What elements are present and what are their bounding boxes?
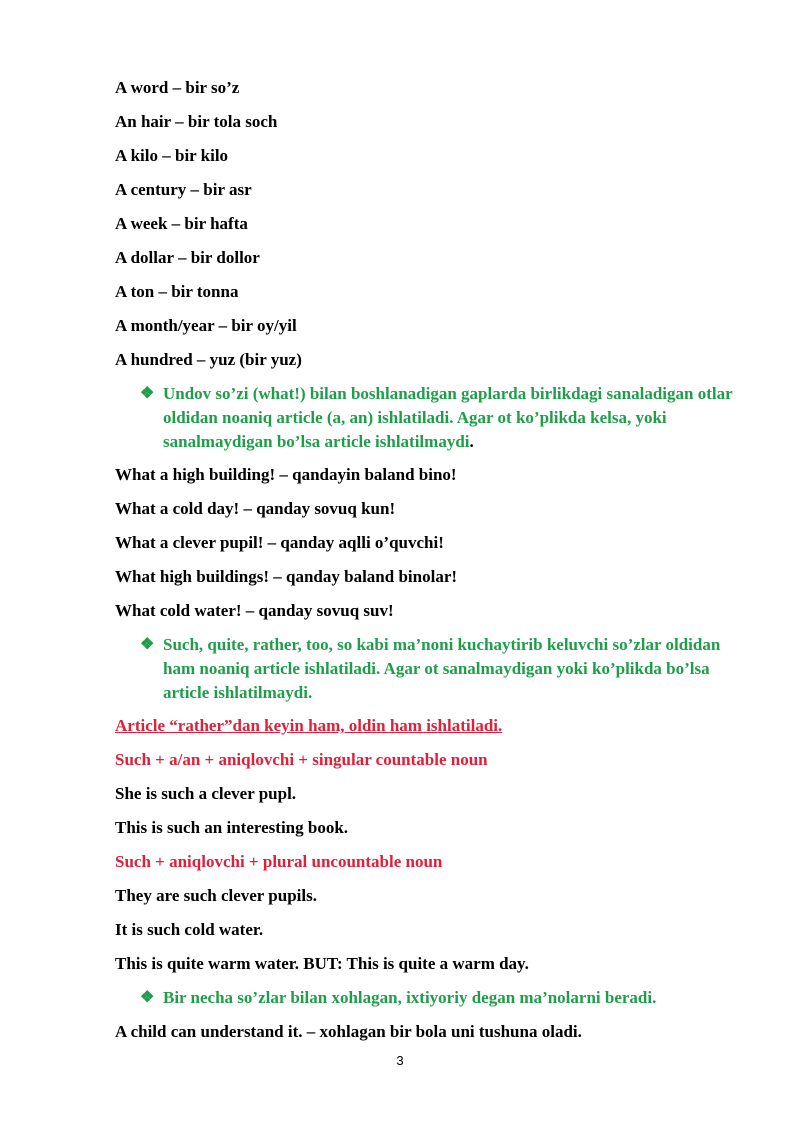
diamond-bullet-icon: ❖ [140,636,155,653]
vocab-line: A dollar – bir dollor [115,248,260,267]
what-example: What high buildings! – qanday baland binolar! [115,567,458,586]
vocab-line: A week – bir hafta [115,214,248,233]
formula-plural: Such + aniqlovchi + plural uncountable noun [115,852,443,871]
vocab-line: An hair – bir tola soch [115,112,278,131]
rather-note: Article “rather”dan keyin ham, oldin ham ishlatiladi. [115,716,503,735]
singular-example: She is such a clever pupl. [115,784,297,803]
rule-such-text: Such, quite, rather, too, so kabi ma’noni kuchaytirib keluvchi so’zlar oldidan ham noaniq article ishlatiladi. Agar ot sanalmaydigan yoki ko’plikda bo’lsa article ishlatilmaydi. [163,635,721,702]
formula-singular: Such + a/an + aniqlovchi + singular countable noun [115,750,488,769]
plural-example: This is quite warm water. BUT: This is quite a warm day. [115,954,529,973]
what-example: What a cold day! – qanday sovuq kun! [115,499,396,518]
rule-what-bullet [140,382,740,454]
plural-example: They are such clever pupils. [115,886,317,905]
vocab-line: A month/year – bir oy/yil [115,316,297,335]
diamond-bullet-icon: ❖ [140,989,155,1006]
plural-example: It is such cold water. [115,920,264,939]
what-example: What a high building! – qandayin baland bino! [115,465,457,484]
rule-such-bullet [140,633,740,705]
last-example: A child can understand it. – xohlagan bir bola uni tushuna oladi. [115,1022,582,1041]
singular-example: This is such an interesting book. [115,818,349,837]
what-example: What a clever pupil! – qanday aqlli o’quvchi! [115,533,444,552]
diamond-bullet-icon: ❖ [140,385,155,402]
rule-any-bullet [140,986,740,1010]
vocab-line: A word – bir so’z [115,78,240,97]
vocab-line: A ton – bir tonna [115,282,239,301]
page-number: 3 [396,1053,404,1068]
rule-what-text: Undov so’zi (what!) bilan boshlanadigan gaplarda birlikdagi sanaladigan otlar oldidan noaniq article (a, an) ishlatiladi. Agar ot ko’plikda kelsa, yoki sanalmaydigan bo’lsa article ishlatilmaydi [163,384,733,451]
what-example: What cold water! – qanday sovuq suv! [115,601,394,620]
vocab-line: A century – bir asr [115,180,252,199]
rule-any-text: Bir necha so’zlar bilan xohlagan, ixtiyoriy degan ma’nolarni beradi. [163,988,657,1007]
vocab-line: A kilo – bir kilo [115,146,229,165]
rule-what-tail: . [469,432,474,451]
vocab-line: A hundred – yuz (bir yuz) [115,350,302,369]
